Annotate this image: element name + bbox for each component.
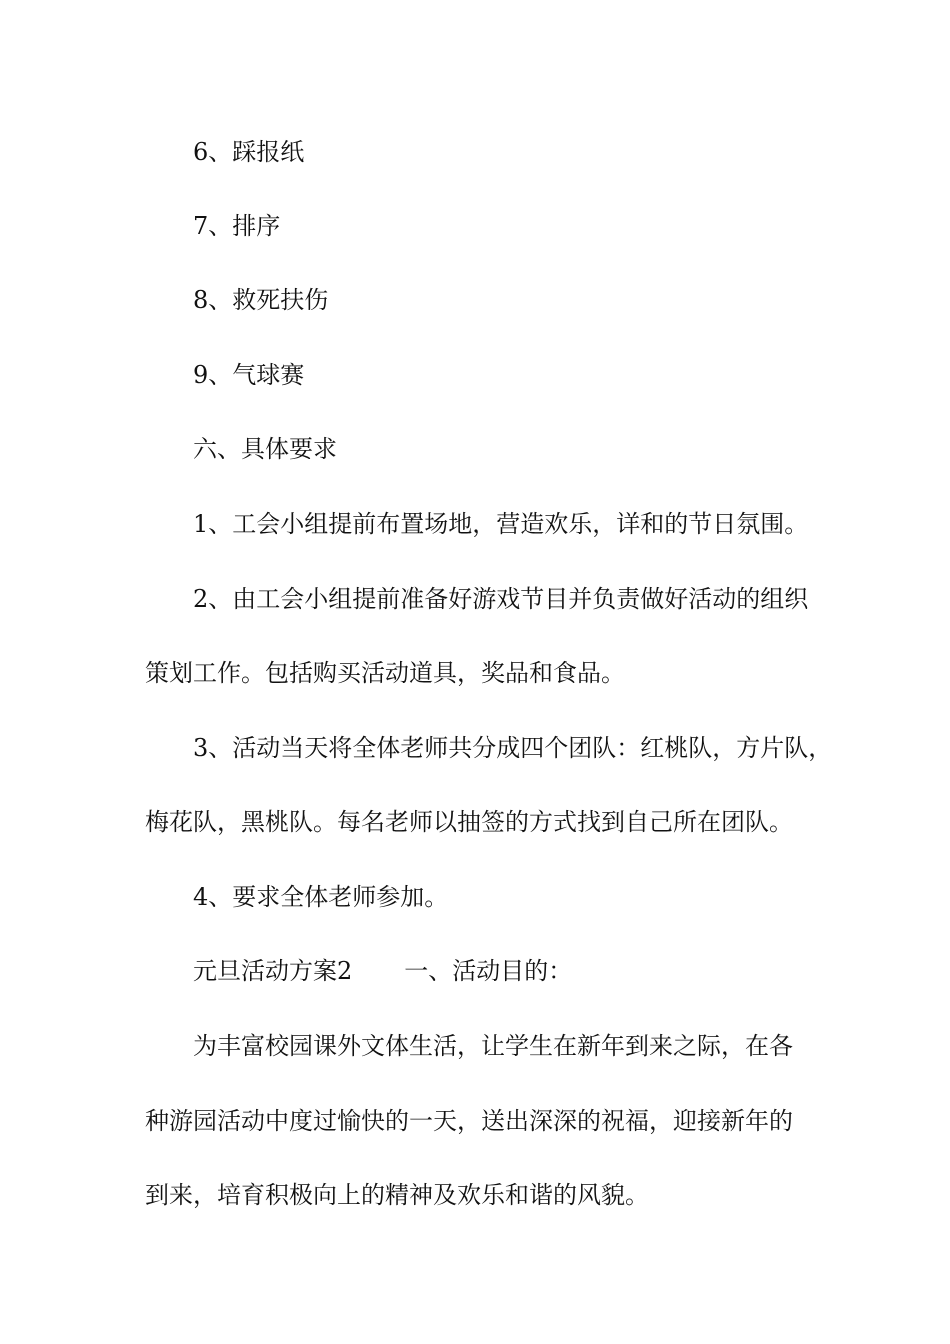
list-item: 9、气球赛: [193, 361, 305, 389]
list-item: 6、踩报纸: [193, 138, 305, 166]
paragraph-line: 为丰富校园课外文体生活，让学生在新年到来之际，在各: [193, 1032, 793, 1060]
section-heading: 一、活动目的：: [404, 957, 573, 985]
paragraph-line: 策划工作。包括购买活动道具，奖品和食品。: [145, 659, 625, 687]
list-item: 7、排序: [193, 212, 281, 240]
paragraph-line: 种游园活动中度过愉快的一天，送出深深的祝福，迎接新年的: [145, 1107, 793, 1135]
paragraph-line: 到来，培育积极向上的精神及欢乐和谐的风貌。: [145, 1181, 649, 1209]
section-title-line: [193, 955, 893, 987]
paragraph-line: 1、工会小组提前布置场地，营造欢乐，详和的节日氛围。: [193, 510, 809, 538]
document-title: 元旦活动方案2: [193, 957, 353, 985]
paragraph-line: 2、由工会小组提前准备好游戏节目并负责做好活动的组织: [193, 585, 809, 613]
list-item: 8、救死扶伤: [193, 286, 329, 314]
paragraph-line: 3、活动当天将全体老师共分成四个团队：红桃队，方片队，: [193, 734, 833, 762]
section-heading: 六、具体要求: [193, 435, 337, 463]
paragraph-line: 4、要求全体老师参加。: [193, 883, 449, 911]
paragraph-line: 梅花队，黑桃队。每名老师以抽签的方式找到自己所在团队。: [145, 808, 793, 836]
